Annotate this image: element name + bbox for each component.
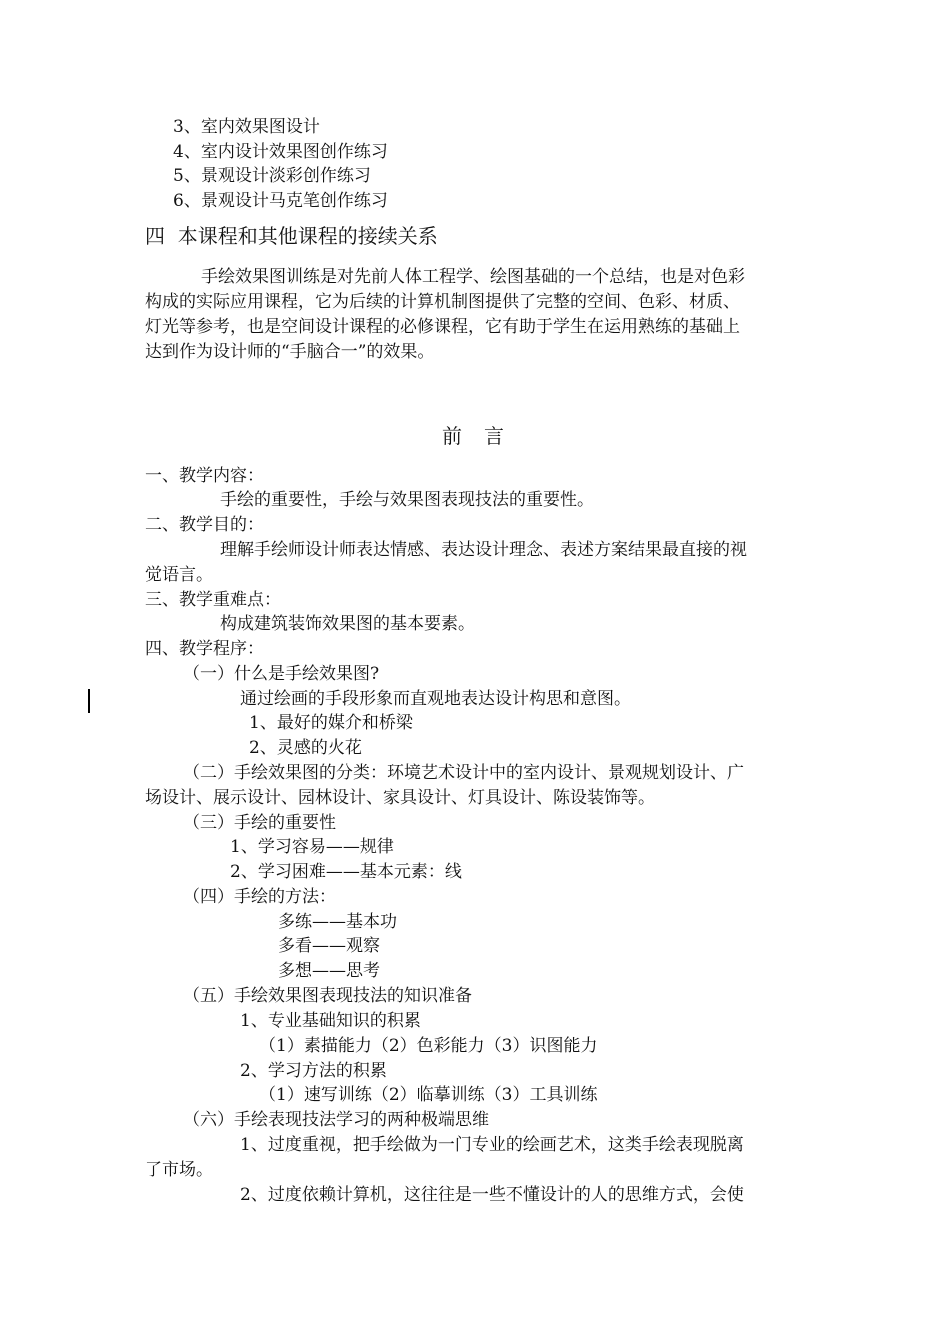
- item-text: 了市场。: [145, 1160, 213, 1180]
- subsection-title: （一）什么是手绘效果图?: [183, 664, 380, 684]
- list-item: 1、学习容易——规律: [230, 837, 394, 857]
- item-text: （1）速写训练（2）临摹训练（3）工具训练: [259, 1085, 598, 1105]
- subsection-title: （四）手绘的方法：: [183, 887, 336, 907]
- subsection-title: （六）手绘表现技法学习的两种极端思维: [183, 1110, 489, 1130]
- paragraph-line: 达到作为设计师的“手脑合一”的效果。: [145, 342, 435, 362]
- section-heading: 四 本课程和其他课程的接续关系: [145, 224, 438, 248]
- item-text: 理解手绘师设计师表达情感、表达设计理念、表述方案结果最直接的视: [220, 540, 747, 560]
- item-text: 场设计、展示设计、园林设计、家具设计、灯具设计、陈设装饰等。: [145, 788, 655, 808]
- list-item: 2、灵感的火花: [249, 738, 362, 758]
- subsection-title: （二）手绘效果图的分类：环境艺术设计中的室内设计、景观规划设计、广: [183, 763, 744, 783]
- list-item: 6、景观设计马克笔创作练习: [173, 191, 388, 211]
- list-item: 4、室内设计效果图创作练习: [173, 142, 388, 162]
- list-item: 2、学习方法的积累: [240, 1061, 387, 1081]
- item-text: 通过绘画的手段形象而直观地表达设计构思和意图。: [240, 689, 631, 709]
- list-item: 5、景观设计淡彩创作练习: [173, 166, 371, 186]
- paragraph-line: 灯光等参考，也是空间设计课程的必修课程，它有助于学生在运用熟练的基础上: [145, 317, 740, 337]
- paragraph-line: 构成的实际应用课程，它为后续的计算机制图提供了完整的空间、色彩、材质、: [145, 292, 740, 312]
- subsection-title: （三）手绘的重要性: [183, 813, 336, 833]
- list-item: 3、室内效果图设计: [173, 117, 320, 137]
- item-label: 一、教学内容：: [145, 466, 264, 486]
- item-label: 三、教学重难点：: [145, 590, 281, 610]
- list-item: 2、学习困难——基本元素：线: [230, 862, 462, 882]
- item-text: 觉语言。: [145, 565, 213, 585]
- list-item: 多想——思考: [278, 961, 380, 981]
- text-cursor: [88, 689, 90, 713]
- list-item: 1、最好的媒介和桥梁: [249, 713, 413, 733]
- list-item: 多练——基本功: [278, 912, 397, 932]
- list-item: 多看——观察: [278, 936, 380, 956]
- list-item: 2、过度依赖计算机，这往往是一些不懂设计的人的思维方式，会使: [240, 1185, 744, 1205]
- item-text: （1）素描能力（2）色彩能力（3）识图能力: [259, 1036, 598, 1056]
- paragraph-line: 手绘效果图训练是对先前人体工程学、绘图基础的一个总结，也是对色彩: [201, 267, 745, 287]
- page-title: 前言: [442, 424, 526, 448]
- list-item: 1、专业基础知识的积累: [240, 1011, 421, 1031]
- list-item: 1、过度重视，把手绘做为一门专业的绘画艺术，这类手绘表现脱离: [240, 1135, 744, 1155]
- item-label: 四、教学程序：: [145, 639, 264, 659]
- item-text: 手绘的重要性，手绘与效果图表现技法的重要性。: [220, 490, 594, 510]
- item-text: 构成建筑装饰效果图的基本要素。: [220, 614, 475, 634]
- item-label: 二、教学目的：: [145, 515, 264, 535]
- subsection-title: （五）手绘效果图表现技法的知识准备: [183, 986, 472, 1006]
